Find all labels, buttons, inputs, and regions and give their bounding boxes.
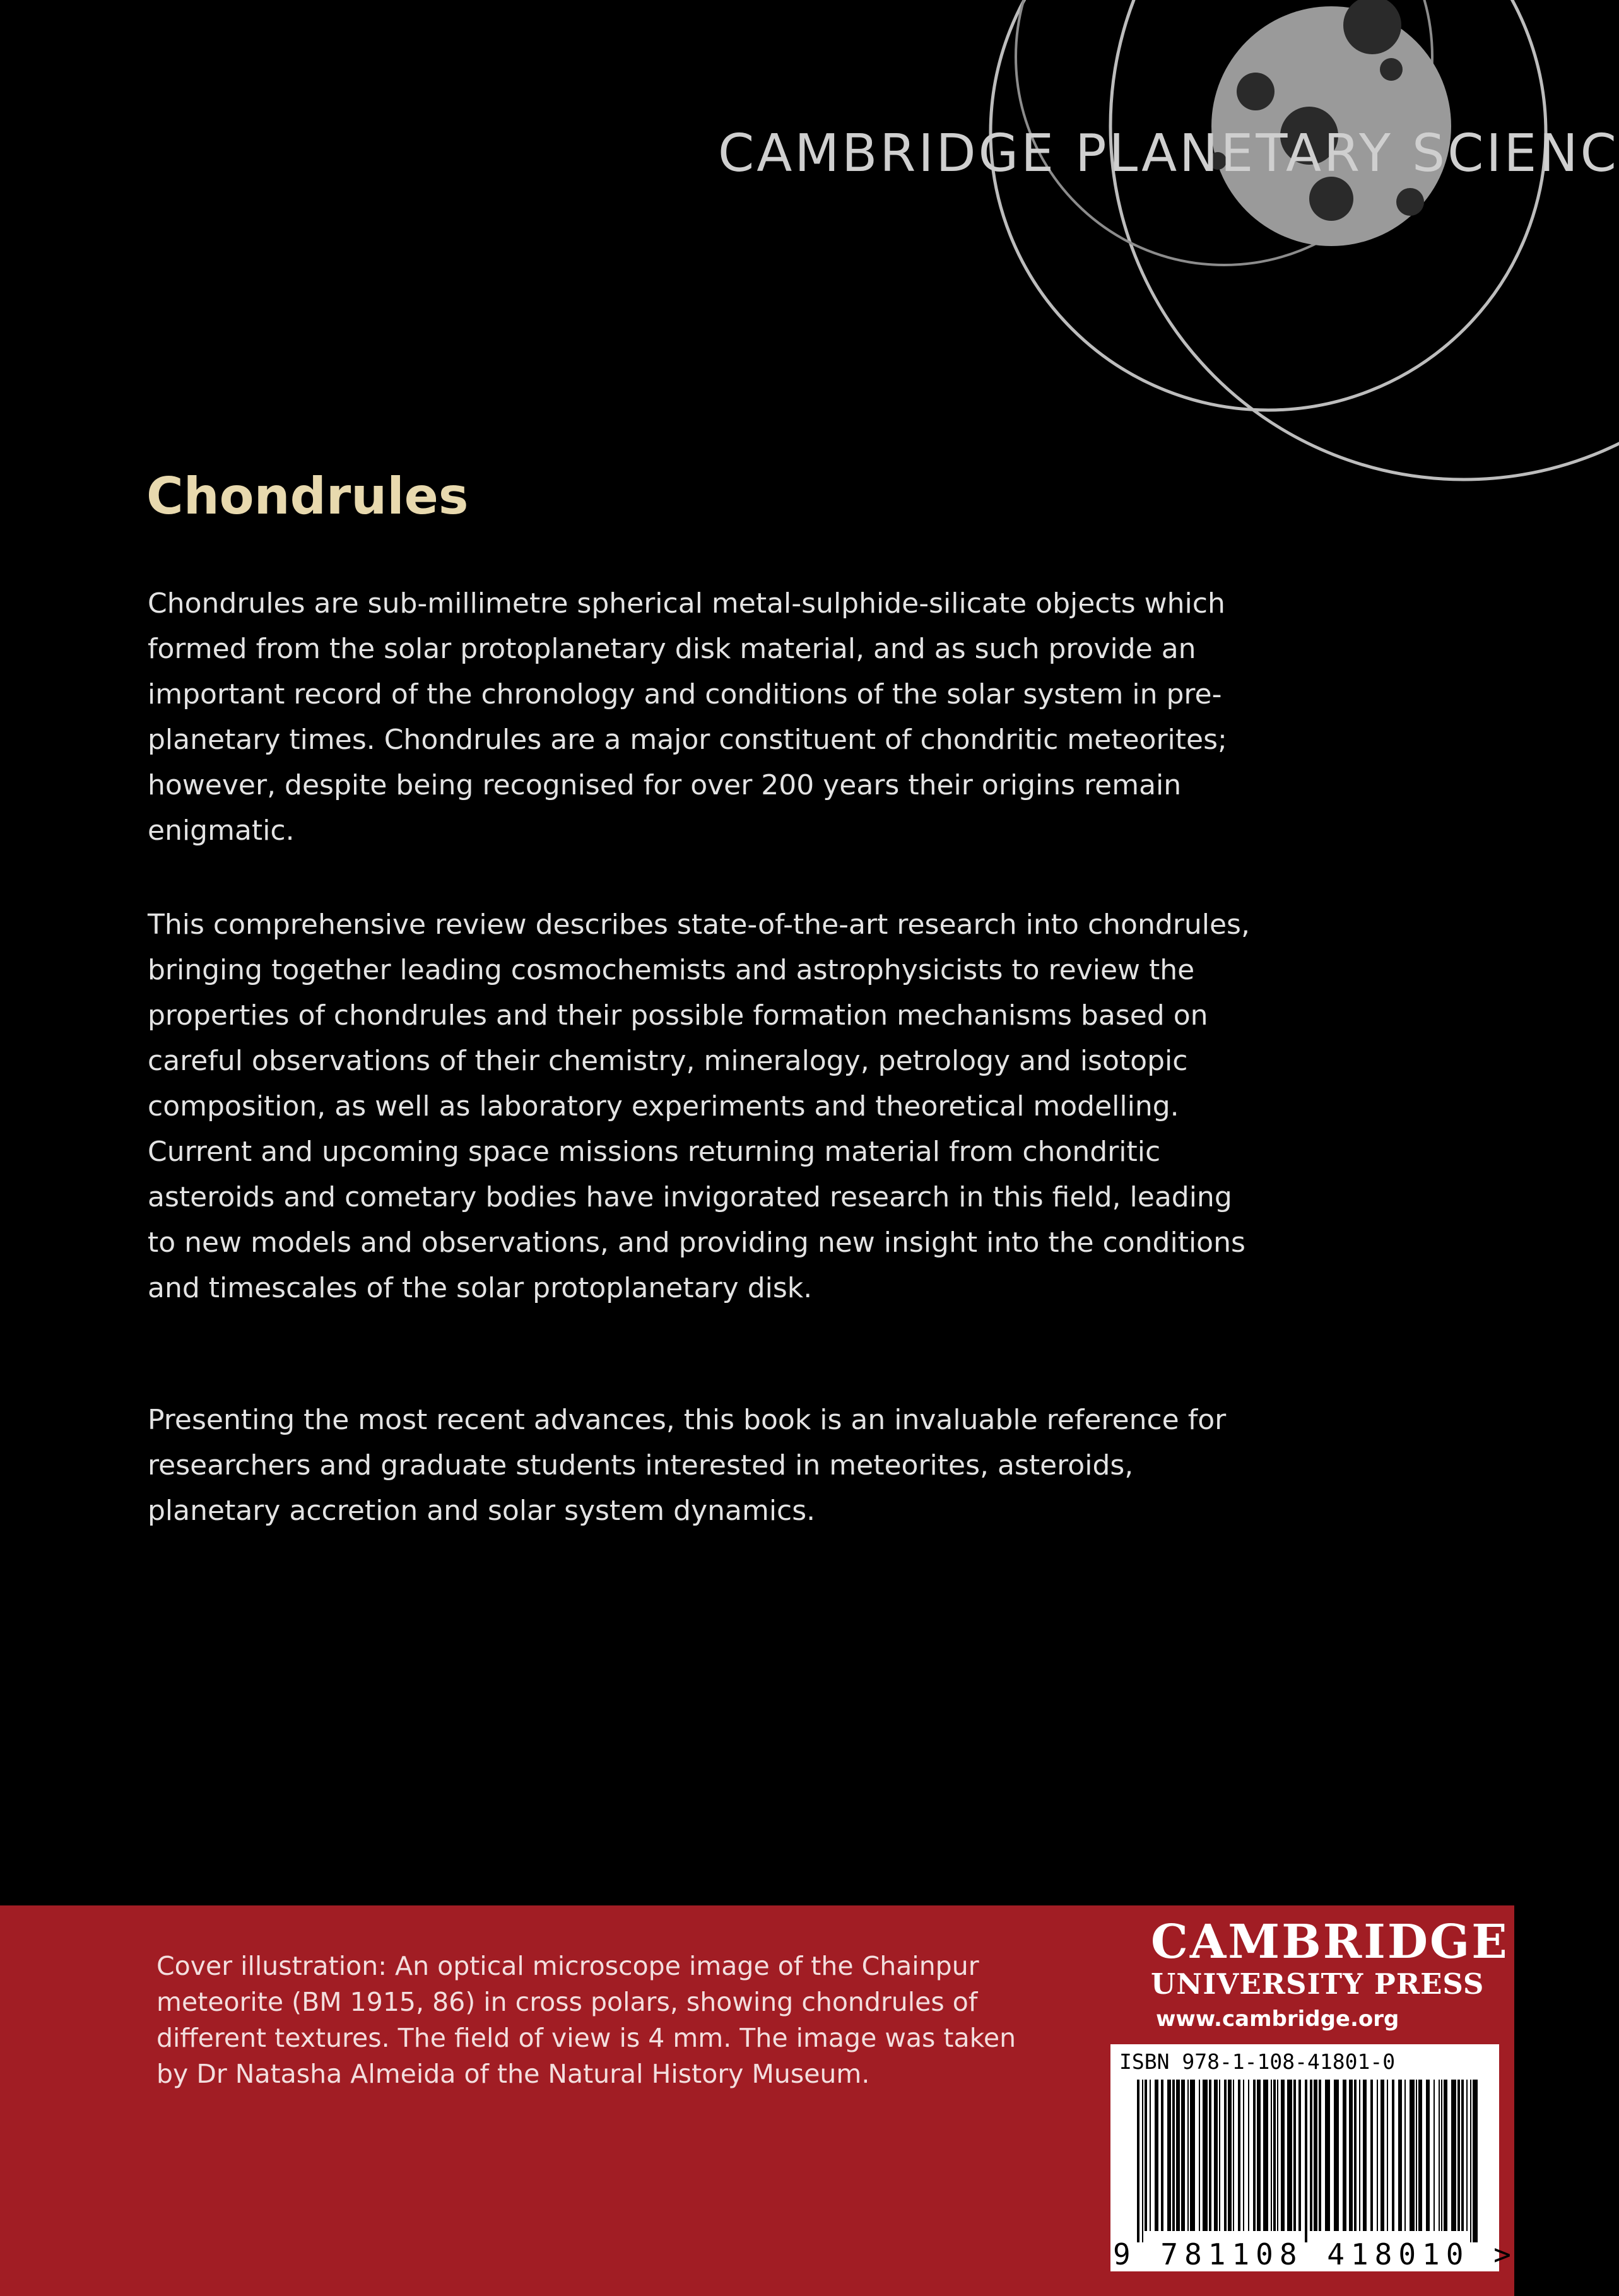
isbn-label: ISBN 978-1-108-41801-0	[1119, 2049, 1396, 2074]
barcode-bar	[1287, 2080, 1292, 2231]
barcode-bar	[1426, 2080, 1430, 2231]
barcode-bar	[1387, 2080, 1388, 2231]
barcode-bar	[1238, 2080, 1240, 2231]
barcode-bar	[1199, 2080, 1200, 2231]
barcode-bar	[1137, 2080, 1139, 2242]
barcode-bar	[1181, 2080, 1185, 2231]
barcode-bar	[1334, 2080, 1339, 2231]
publisher-name: CAMBRIDGE	[1151, 1915, 1509, 1969]
barcode-bar	[1310, 2080, 1312, 2231]
barcode-bar	[1190, 2080, 1195, 2231]
barcode-bar	[1172, 2080, 1175, 2231]
barcode-bar	[1293, 2080, 1296, 2231]
barcode-bar	[1214, 2080, 1218, 2231]
crater-6	[1396, 188, 1424, 216]
barcode-bar	[1277, 2080, 1278, 2231]
barcode-bar	[1444, 2080, 1447, 2231]
barcode-bar	[1354, 2080, 1357, 2231]
barcode-bar	[1461, 2080, 1464, 2231]
barcode-bar	[1457, 2080, 1460, 2231]
crater-2	[1237, 73, 1275, 110]
barcode-bar	[1392, 2080, 1394, 2231]
barcode-bar	[1381, 2080, 1384, 2231]
barcode-bar	[1473, 2080, 1478, 2242]
barcode-bar	[1416, 2080, 1417, 2231]
barcode-bar	[1176, 2080, 1180, 2231]
barcode-bar	[1314, 2080, 1317, 2231]
barcode-bar	[1155, 2080, 1158, 2231]
barcode-bar	[1203, 2080, 1208, 2231]
barcode-digits: 9 781108 418010 >	[1113, 2237, 1517, 2271]
barcode-bar	[1370, 2080, 1373, 2231]
book-title: Chondrules	[146, 467, 469, 526]
barcode-bar	[1145, 2080, 1147, 2231]
barcode-bar	[1248, 2080, 1249, 2231]
barcode-bar	[1243, 2080, 1244, 2231]
barcode-bar	[1377, 2080, 1378, 2231]
barcode-bar	[1209, 2080, 1211, 2231]
barcode-bar	[1363, 2080, 1367, 2231]
barcode-bar	[1349, 2080, 1353, 2231]
planet-orbit-graphic	[0, 0, 1514, 505]
barcode-bar	[1418, 2080, 1422, 2231]
barcode-bar	[1224, 2080, 1227, 2231]
barcode-bar	[1398, 2080, 1402, 2231]
barcode-bar	[1439, 2080, 1440, 2231]
crater-5	[1380, 58, 1403, 81]
barcode-bar	[1451, 2080, 1456, 2231]
barcode-bar	[1470, 2080, 1471, 2242]
barcode-bar	[1281, 2080, 1285, 2231]
barcode-bar	[1253, 2080, 1256, 2231]
publisher-logo	[1151, 1915, 1509, 2001]
cover-illustration-credit: Cover illustration: An optical microscope image of the Chainpur meteorite (BM 1915, 86) in cross polars, showing chondrules of different textures. The field of view is 4 mm. The image was taken by Dr Natasha Almeida of the Natural History Museum.	[156, 1951, 1016, 2089]
description-paragraph-1: Chondrules are sub-millimetre spherical metal-sulphide-silicate objects which formed from the solar protoplanetary disk material, and as such provide an important record of the chronology and conditions of the solar system in pre-planetary times. Chondrules are a major constituent of chondritic meteorites; however, despite being recognised for over 200 years their origins remain enigmatic.	[148, 587, 1227, 847]
barcode-bar	[1167, 2080, 1171, 2231]
barcode-bar	[1404, 2080, 1406, 2231]
barcode-bar	[1257, 2080, 1261, 2231]
barcode-bar	[1233, 2080, 1234, 2231]
barcode-bar	[1187, 2080, 1189, 2231]
barcode-bar	[1410, 2080, 1415, 2231]
barcode-bar	[1298, 2080, 1301, 2231]
barcode-bar	[1305, 2080, 1307, 2242]
barcode-bar	[1161, 2080, 1163, 2231]
description-paragraph-2: This comprehensive review describes state-of-the-art research into chondrules, bringing together leading cosmochemists and astrophysicists to review the properties of chondrules and their possible formation mechanisms based on careful observations of their chemistry, mineralogy, petrology and isotopic composition, as well as laboratory experiments and theoretical modelling. Current and upcoming space missions returning material from chondritic asteroids and cometary bodies have invigorated research in this field, leading to new models and observations, and providing new insight into the conditions and timescales of the solar protoplanetary disk.	[148, 909, 1250, 1304]
barcode-bar	[1273, 2080, 1276, 2231]
barcode-bar	[1263, 2080, 1268, 2231]
series-title: CAMBRIDGE PLANETARY SCIENC	[718, 124, 1619, 184]
barcode-bar	[1434, 2080, 1435, 2231]
description-paragraph-3: Presenting the most recent advances, this book is an invaluable reference for researchers and graduate students interested in meteorites, asteroids, planetary accretion and solar system dynamics.	[148, 1404, 1227, 1527]
barcode-bar	[1343, 2080, 1346, 2231]
barcode-panel	[1110, 2044, 1517, 2271]
publisher-subtitle: UNIVERSITY PRESS	[1151, 1967, 1485, 2001]
barcode-bar	[1150, 2080, 1151, 2231]
barcode-bar	[1319, 2080, 1321, 2231]
barcode-bar	[1228, 2080, 1232, 2231]
barcode-bar	[1325, 2080, 1330, 2231]
barcode-bar	[1441, 2080, 1442, 2231]
barcode-bar	[1271, 2080, 1272, 2231]
barcode-bar	[1219, 2080, 1220, 2231]
barcode-bar	[1359, 2080, 1360, 2231]
barcode-bar	[1466, 2080, 1468, 2231]
publisher-url[interactable]: www.cambridge.org	[1156, 2006, 1399, 2032]
barcode-bar	[1142, 2080, 1143, 2242]
